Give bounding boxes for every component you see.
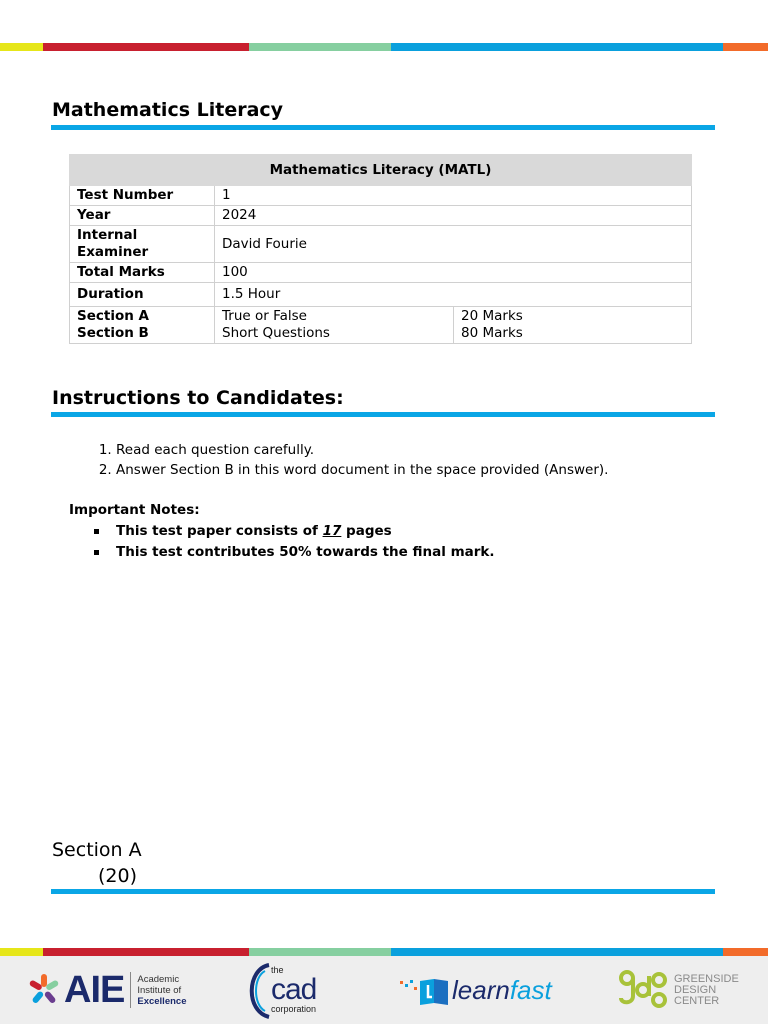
aie-line1: Academic — [137, 973, 180, 985]
gdc-logo — [618, 956, 739, 1024]
page-title: Mathematics Literacy — [52, 99, 284, 121]
cad-the: the — [271, 965, 284, 975]
row-label: Duration — [70, 283, 215, 307]
table-row — [70, 206, 692, 226]
bottom-color-bar — [0, 948, 768, 956]
table-row — [70, 283, 692, 307]
learnfast-fast: fast — [509, 974, 552, 1005]
aie-line2: Institute of — [137, 984, 182, 996]
row-value: 100 — [215, 263, 692, 283]
notes-list — [90, 521, 495, 563]
learnfast-logo — [400, 956, 552, 1024]
section-a-marks: 20 Marks — [461, 308, 523, 324]
aie-logo — [26, 956, 186, 1024]
gdc-line1: GREENSIDE — [674, 972, 739, 985]
section-a-total: (20) — [98, 865, 138, 887]
row-label: Year — [70, 206, 215, 226]
sections-label-cell — [70, 307, 215, 344]
row-value: 1 — [215, 186, 692, 206]
table-row — [70, 186, 692, 206]
section-b-type: Short Questions — [222, 325, 330, 341]
cad-corporation: corporation — [271, 1004, 317, 1014]
note-text: pages — [341, 523, 392, 539]
aie-mark: AIE — [64, 968, 125, 1011]
page-count: 17 — [322, 523, 342, 539]
gdc-line3: CENTER — [674, 994, 720, 1007]
instructions-heading: Instructions to Candidates: — [52, 387, 344, 409]
top-color-bar — [0, 43, 768, 51]
list-item — [116, 521, 495, 542]
aie-line3: Excellence — [137, 995, 187, 1007]
instructions-list — [90, 440, 608, 480]
gdc-line2: DESIGN — [674, 983, 717, 996]
row-label: Internal Examiner — [70, 226, 215, 263]
section-b-label: Section B — [77, 325, 149, 341]
cad-logo — [243, 956, 316, 1024]
section-a-title: Section A — [52, 839, 142, 861]
table-row — [70, 307, 692, 344]
instructions-rule — [51, 412, 715, 417]
learnfast-learn: learn — [452, 974, 510, 1005]
footer-logos — [0, 956, 768, 1024]
row-value: 1.5 Hour — [215, 283, 692, 307]
section-a-type: True or False — [222, 308, 307, 324]
aie-star-icon — [26, 972, 62, 1008]
list-item: 1. Read each question carefully. — [116, 440, 608, 460]
table-row — [70, 226, 692, 263]
row-value: 2024 — [215, 206, 692, 226]
section-b-marks: 80 Marks — [461, 325, 523, 341]
cad-swirl-icon — [243, 959, 273, 1021]
title-rule — [51, 125, 715, 130]
list-item: This test contributes 50% towards the final mark. — [116, 542, 495, 563]
important-notes-title: Important Notes: — [69, 502, 200, 518]
sections-marks-cell — [454, 307, 692, 344]
row-label: Total Marks — [70, 263, 215, 283]
table-row — [70, 263, 692, 283]
cad-word: cad — [271, 973, 317, 1006]
learnfast-book-icon — [400, 975, 452, 1005]
note-text: This test paper consists of — [116, 523, 323, 539]
test-info-table — [69, 154, 692, 344]
section-a-label: Section A — [77, 308, 149, 324]
row-label: Test Number — [70, 186, 215, 206]
table-title: Mathematics Literacy (MATL) — [70, 155, 692, 186]
row-value: David Fourie — [215, 226, 692, 263]
section-a-rule — [51, 889, 715, 894]
gdc-mark-icon — [618, 966, 668, 1014]
sections-type-cell — [215, 307, 454, 344]
list-item: 2. Answer Section B in this word document in the space provided (Answer). — [116, 460, 608, 480]
